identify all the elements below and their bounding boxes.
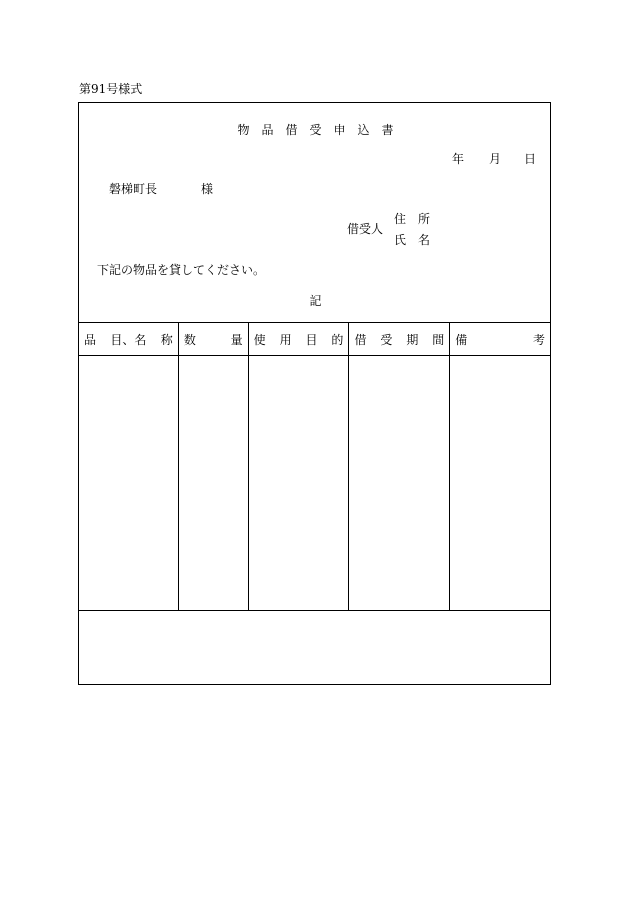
borrower-name-label: 氏名 bbox=[394, 233, 443, 247]
bottom-blank-area[interactable] bbox=[79, 611, 550, 684]
table-row bbox=[79, 356, 551, 611]
header-loan-period: 借 受 期 間 bbox=[349, 323, 450, 356]
recipient-name: 磐梯町長 bbox=[109, 182, 158, 196]
form-number: 第91号様式 bbox=[79, 82, 143, 96]
request-text: 下記の物品を貸してください。 bbox=[97, 263, 266, 277]
remarks-cell[interactable] bbox=[450, 356, 551, 611]
header-purpose: 使 用 目 的 bbox=[248, 323, 349, 356]
loan-period-cell[interactable] bbox=[349, 356, 450, 611]
header-item-name: 品 目、名 称 bbox=[79, 323, 179, 356]
date-year-label: 年 bbox=[452, 152, 465, 166]
borrower-address-label: 住所 bbox=[394, 212, 443, 226]
purpose-cell[interactable] bbox=[248, 356, 349, 611]
item-name-cell[interactable] bbox=[79, 356, 179, 611]
borrower-label: 借受人 bbox=[347, 222, 384, 236]
recipient bbox=[109, 180, 214, 197]
header-remarks: 備 考 bbox=[450, 323, 551, 356]
quantity-cell[interactable] bbox=[178, 356, 248, 611]
items-table bbox=[78, 322, 551, 611]
application-form-frame bbox=[78, 102, 551, 685]
form-title: 物品借受申込書 bbox=[237, 123, 406, 137]
recipient-honorific: 様 bbox=[201, 182, 214, 196]
ki-heading: 記 bbox=[309, 294, 322, 308]
header-quantity: 数 量 bbox=[178, 323, 248, 356]
date-month-label: 月 bbox=[489, 152, 502, 166]
date-day-label: 日 bbox=[524, 152, 537, 166]
